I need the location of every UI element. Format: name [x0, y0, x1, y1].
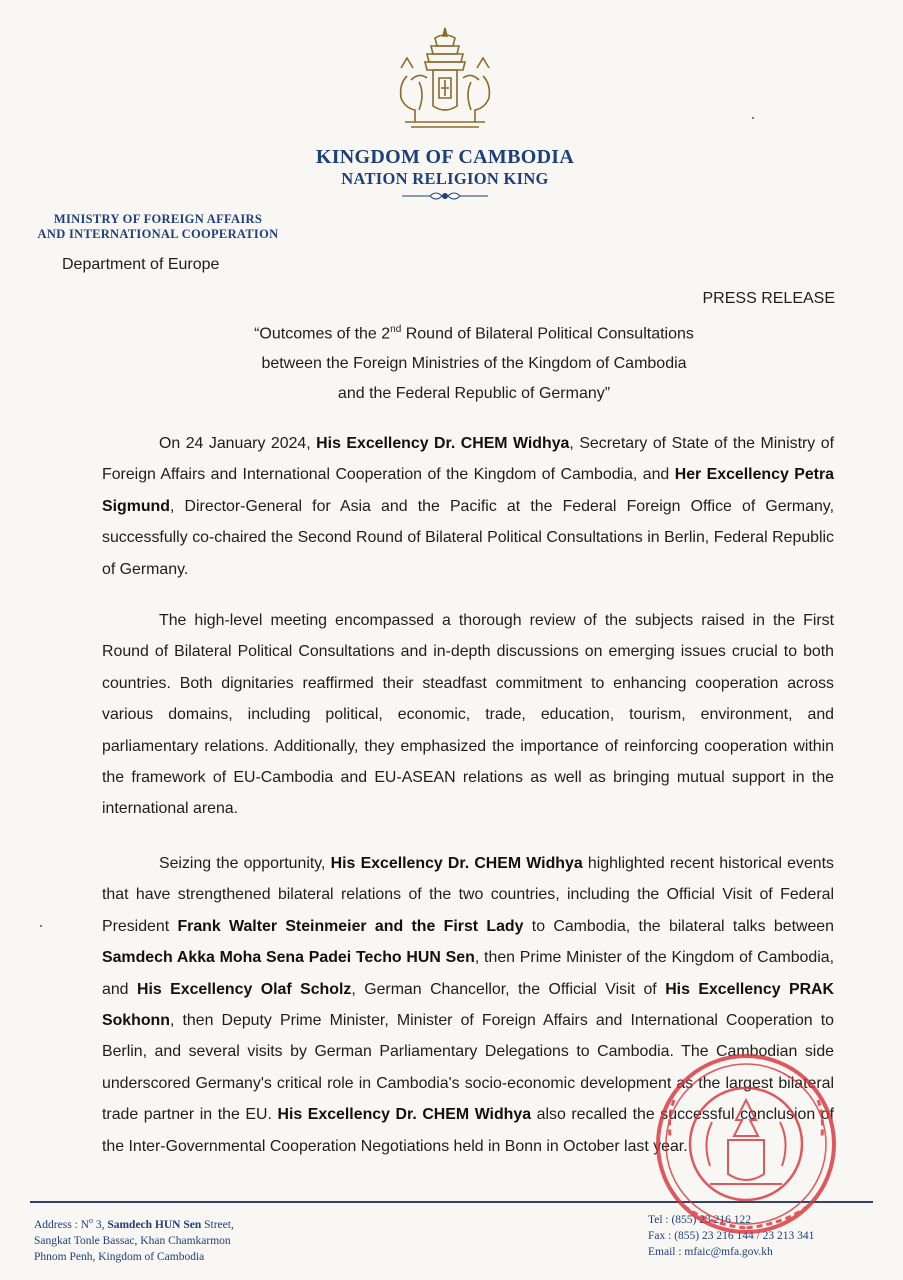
footer-tel: Tel : (855) 23 216 122 [648, 1214, 752, 1226]
document-type-label: PRESS RELEASE [702, 290, 835, 307]
bold-name: Her Excellency Petra Sigmund [102, 466, 834, 515]
text-run: , Secretary of State of the Ministry of Foreign Affairs and International Cooperation of the Kingdom of Cambodia, and [102, 435, 834, 484]
official-seal-stamp-icon [628, 996, 848, 1236]
paragraph-1 [102, 428, 834, 585]
bold-name: His Excellency Dr. CHEM Widhya [330, 855, 583, 872]
footer-address [34, 1213, 234, 1265]
ornament-divider-icon [400, 189, 490, 203]
ministry-line-1: MINISTRY OF FOREIGN AFFAIRS [53, 212, 263, 226]
footer-email[interactable]: Email : mfaic@mfa.gov.kh [648, 1246, 773, 1258]
text-run: highlighted recent historical events that have strengthened bilateral relations of the two countries, including the Official Visit of Federal President [102, 855, 834, 935]
title-rest: Round of Bilateral Political Consultations [401, 325, 694, 343]
text-run: , then Deputy Prime Minister, Minister of Foreign Affairs and International Cooperation to Berlin, and several visits by German Parliamentary Delegations to Cambodia. The Cambodian side underscored Germany's critical role in Cambodia's socio-economic development as the largest bilateral trade partner in the EU. [102, 1012, 834, 1124]
bold-name: His Excellency Dr. CHEM Widhya [277, 1106, 532, 1124]
title-line-1 [120, 315, 828, 349]
bold-name: His Excellency Olaf Scholz [136, 980, 352, 998]
title-line-3: and the Federal Republic of Germany” [337, 385, 611, 403]
text-run: , then Prime Minister of the Kingdom of Cambodia, and [102, 949, 834, 998]
text-run: also recalled the successful conclusion of the Inter-Governmental Cooperation Negotiations held in Bonn in October last year. [102, 1106, 835, 1155]
address-label: Address : N [34, 1218, 89, 1231]
title-line-2: between the Foreign Ministries of the Kingdom of Cambodia [261, 355, 687, 373]
royal-coat-of-arms-emblem [385, 22, 505, 132]
ministry-line-2: AND INTERNATIONAL COOPERATION [37, 227, 279, 241]
text-run: On 24 January 2024, [159, 435, 317, 452]
bold-name: Frank Walter Steinmeier [177, 917, 367, 935]
address-superscript: o [88, 1216, 93, 1225]
address-line-2: Sangkat Tonle Bassac, Khan Chamkarmon [34, 1234, 231, 1247]
bold-name: His Excellency PRAK Sokhonn [102, 980, 835, 1030]
department-name: Department of Europe [62, 256, 220, 273]
text-run: Seizing the opportunity, [159, 855, 331, 872]
address-street-name: Samdech HUN Sen [107, 1218, 202, 1231]
address-line-1 [34, 1213, 234, 1233]
text-run: , Director-General for Asia and the Pacific at the Federal Foreign Office of Germany, successfully co-chaired the Second Round of Bilateral Political Consultations in Berlin, Federal Republic of Germany. [102, 497, 834, 578]
address-line-3: Phnom Penh, Kingdom of Cambodia [34, 1250, 205, 1263]
press-release-title [120, 315, 828, 409]
bold-name: Samdech Akka Moha Sena Padei Techo HUN Sen [102, 949, 475, 967]
national-motto: NATION RELIGION KING [341, 169, 549, 188]
title-prefix: “Outcomes of the 2 [254, 325, 391, 343]
paragraph-2 [102, 605, 834, 825]
footer-fax: Fax : (855) 23 216 144 / 23 213 341 [648, 1230, 815, 1242]
bold-name: the First Lady [411, 917, 524, 935]
address-street: Street, [201, 1218, 234, 1231]
text-run: , German Chancellor, the Official Visit of [351, 980, 666, 998]
title-superscript: nd [390, 324, 402, 335]
address-number: 3, [92, 1218, 108, 1231]
bold-name: His Excellency Dr. CHEM Widhya [316, 435, 570, 452]
country-heading: KINGDOM OF CAMBODIA [315, 146, 575, 168]
paragraph-2-text: The high-level meeting encompassed a thorough review of the subjects raised in the First Round of Bilateral Political Consultations and in-depth discussions on emerging issues crucial to both countries. Both dignitaries reaffirmed their steadfast commitment to enhancing cooperation across various domains, including political, economic, trade, education, tourism, environment, and parliamentary relations. Additionally, they emphasized the importance of reinforcing cooperation within the framework of EU-Cambodia and EU-ASEAN relations as well as bringing mutual support in the international arena. [102, 612, 834, 818]
text-run: to Cambodia, the bilateral talks between [523, 917, 834, 935]
scan-speck [752, 117, 754, 119]
scan-speck [40, 925, 42, 927]
ministry-name [24, 212, 292, 242]
bold-name: and [366, 917, 412, 935]
